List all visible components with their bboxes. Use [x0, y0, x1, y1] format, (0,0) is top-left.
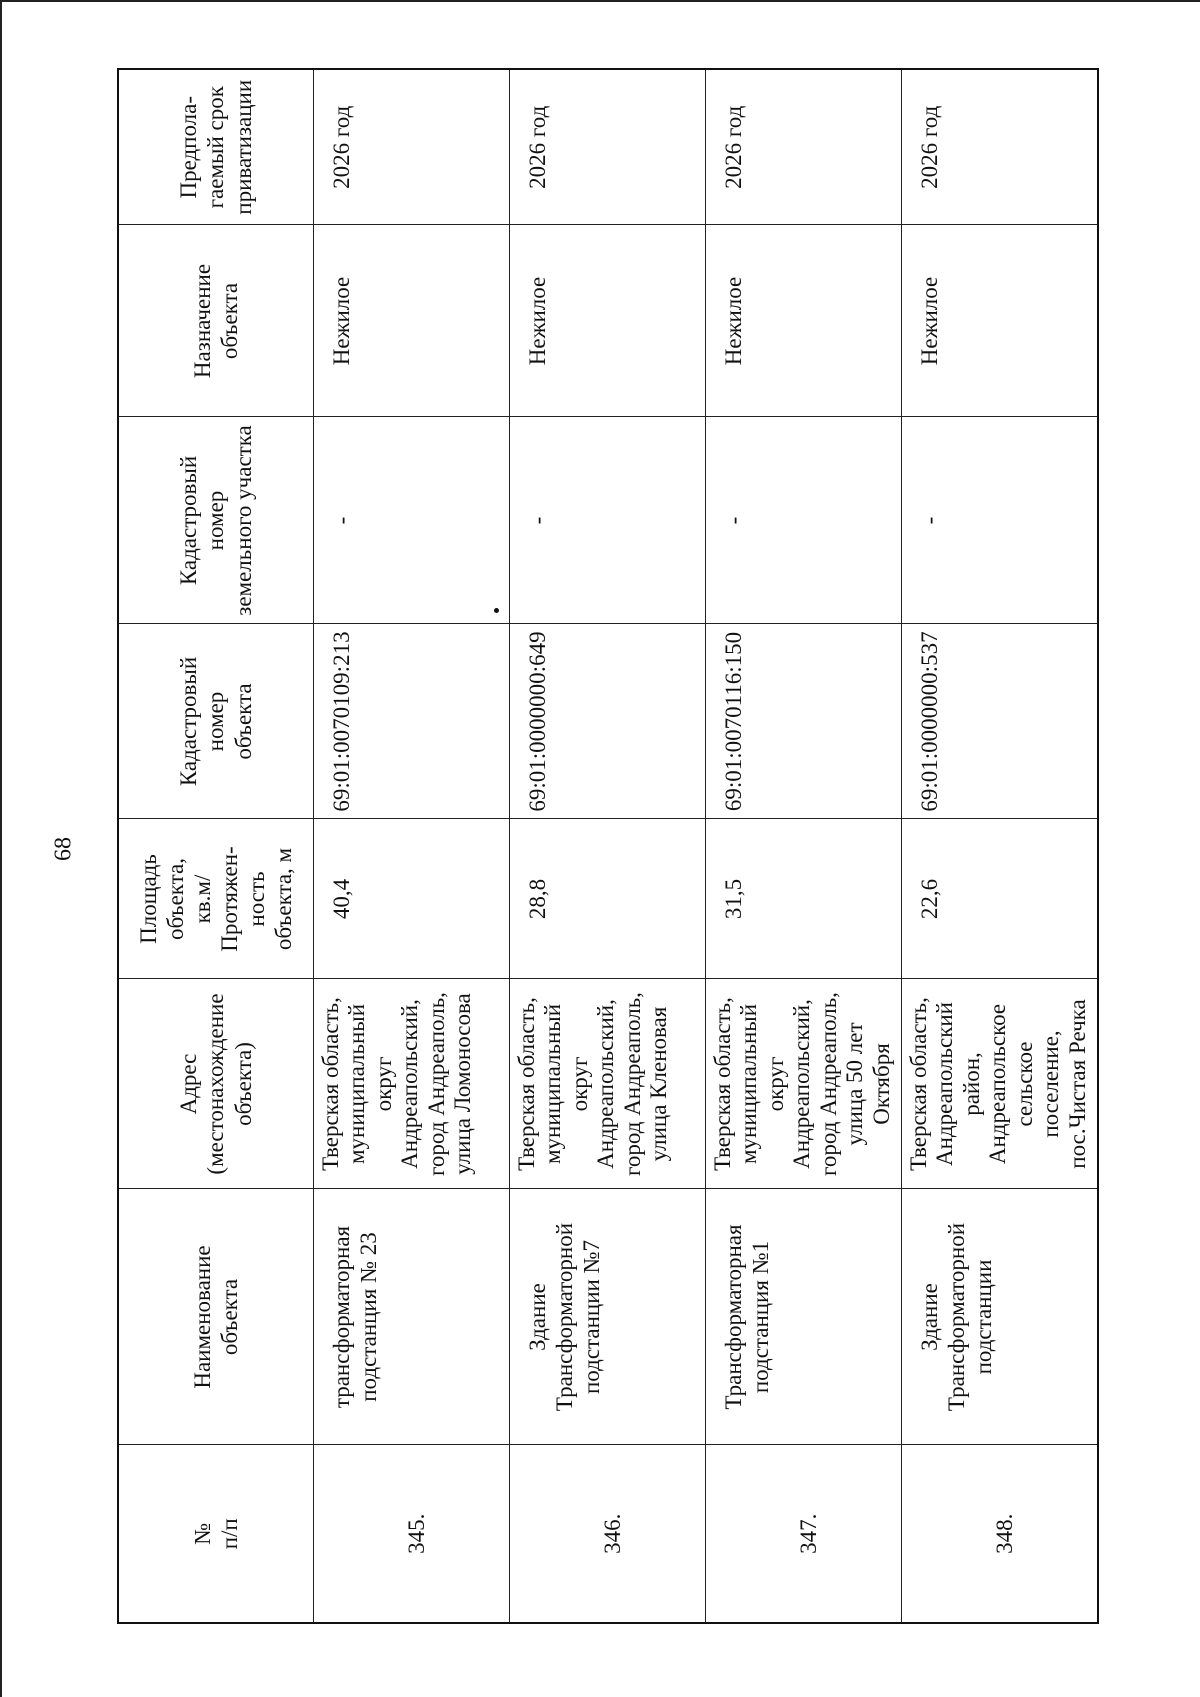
- cell-purpose: Нежилое: [706, 225, 902, 417]
- cell-term: 2026 год: [902, 69, 1098, 225]
- cell-cadastral-land: -: [510, 417, 706, 624]
- cell-area: 40,4: [314, 819, 510, 979]
- rotated-table-container: [117, 70, 1096, 1624]
- header-num: № п/п: [118, 1445, 314, 1623]
- cell-term: 2026 год: [510, 69, 706, 225]
- table-row: [510, 69, 706, 1623]
- table-header-row: [118, 69, 314, 1623]
- header-term: Предпола- гаемый срок приватизации: [118, 69, 314, 225]
- header-address: Адрес (местонахождение объекта): [118, 979, 314, 1189]
- cell-cadastral-land: -: [314, 417, 510, 624]
- cell-cadastral-object: 69:01:0000000:537: [902, 624, 1098, 819]
- cell-purpose: Нежилое: [510, 225, 706, 417]
- cell-name: Трансформаторная подстанция №1: [706, 1189, 902, 1445]
- cell-num: 345.: [314, 1445, 510, 1623]
- cell-cadastral-object: 69:01:0000000:649: [510, 624, 706, 819]
- table-row: [314, 69, 510, 1623]
- cell-purpose: Нежилое: [902, 225, 1098, 417]
- privatization-table: [117, 68, 1099, 1624]
- cell-address: Тверская область, муниципальный округ Андреапольский, город Андреаполь, улица Кленовая: [510, 979, 706, 1189]
- cell-name: Здание Трансформаторной подстанции: [902, 1189, 1098, 1445]
- header-purpose: Назначение объекта: [118, 225, 314, 417]
- cell-num: 348.: [902, 1445, 1098, 1623]
- cell-term: 2026 год: [706, 69, 902, 225]
- cell-address: Тверская область, муниципальный округ Андреапольский, город Андреаполь, улица 50 лет Октября: [706, 979, 902, 1189]
- page-number: 68: [50, 837, 77, 861]
- cell-address: Тверская область, муниципальный округ Андреапольский, город Андреаполь, улица Ломоносова: [314, 979, 510, 1189]
- cell-term: 2026 год: [314, 69, 510, 225]
- cell-num: 347.: [706, 1445, 902, 1623]
- cell-address: Тверская область, Андреапольский район, Андреапольское сельское поселение, пос.Чистая Речка: [902, 979, 1098, 1189]
- header-cadastral-land: Кадастровый номер земельного участка: [118, 417, 314, 624]
- cell-area: 22,6: [902, 819, 1098, 979]
- table-row: [706, 69, 902, 1623]
- cell-num: 346.: [510, 1445, 706, 1623]
- header-area: Площадь объекта, кв.м/ Протяжен- ность объекта, м: [118, 819, 314, 979]
- cell-name: трансформаторная подстанция № 23: [314, 1189, 510, 1445]
- cell-area: 28,8: [510, 819, 706, 979]
- cell-name: Здание Трансформаторной подстанции №7: [510, 1189, 706, 1445]
- cell-area: 31,5: [706, 819, 902, 979]
- header-name: Наименование объекта: [118, 1189, 314, 1445]
- cell-cadastral-object: 69:01:0070109:213: [314, 624, 510, 819]
- table-row: [902, 69, 1098, 1623]
- cell-cadastral-object: 69:01:0070116:150: [706, 624, 902, 819]
- header-cadastral-object: Кадастровый номер объекта: [118, 624, 314, 819]
- cell-cadastral-land: -: [902, 417, 1098, 624]
- cell-purpose: Нежилое: [314, 225, 510, 417]
- cell-cadastral-land: -: [706, 417, 902, 624]
